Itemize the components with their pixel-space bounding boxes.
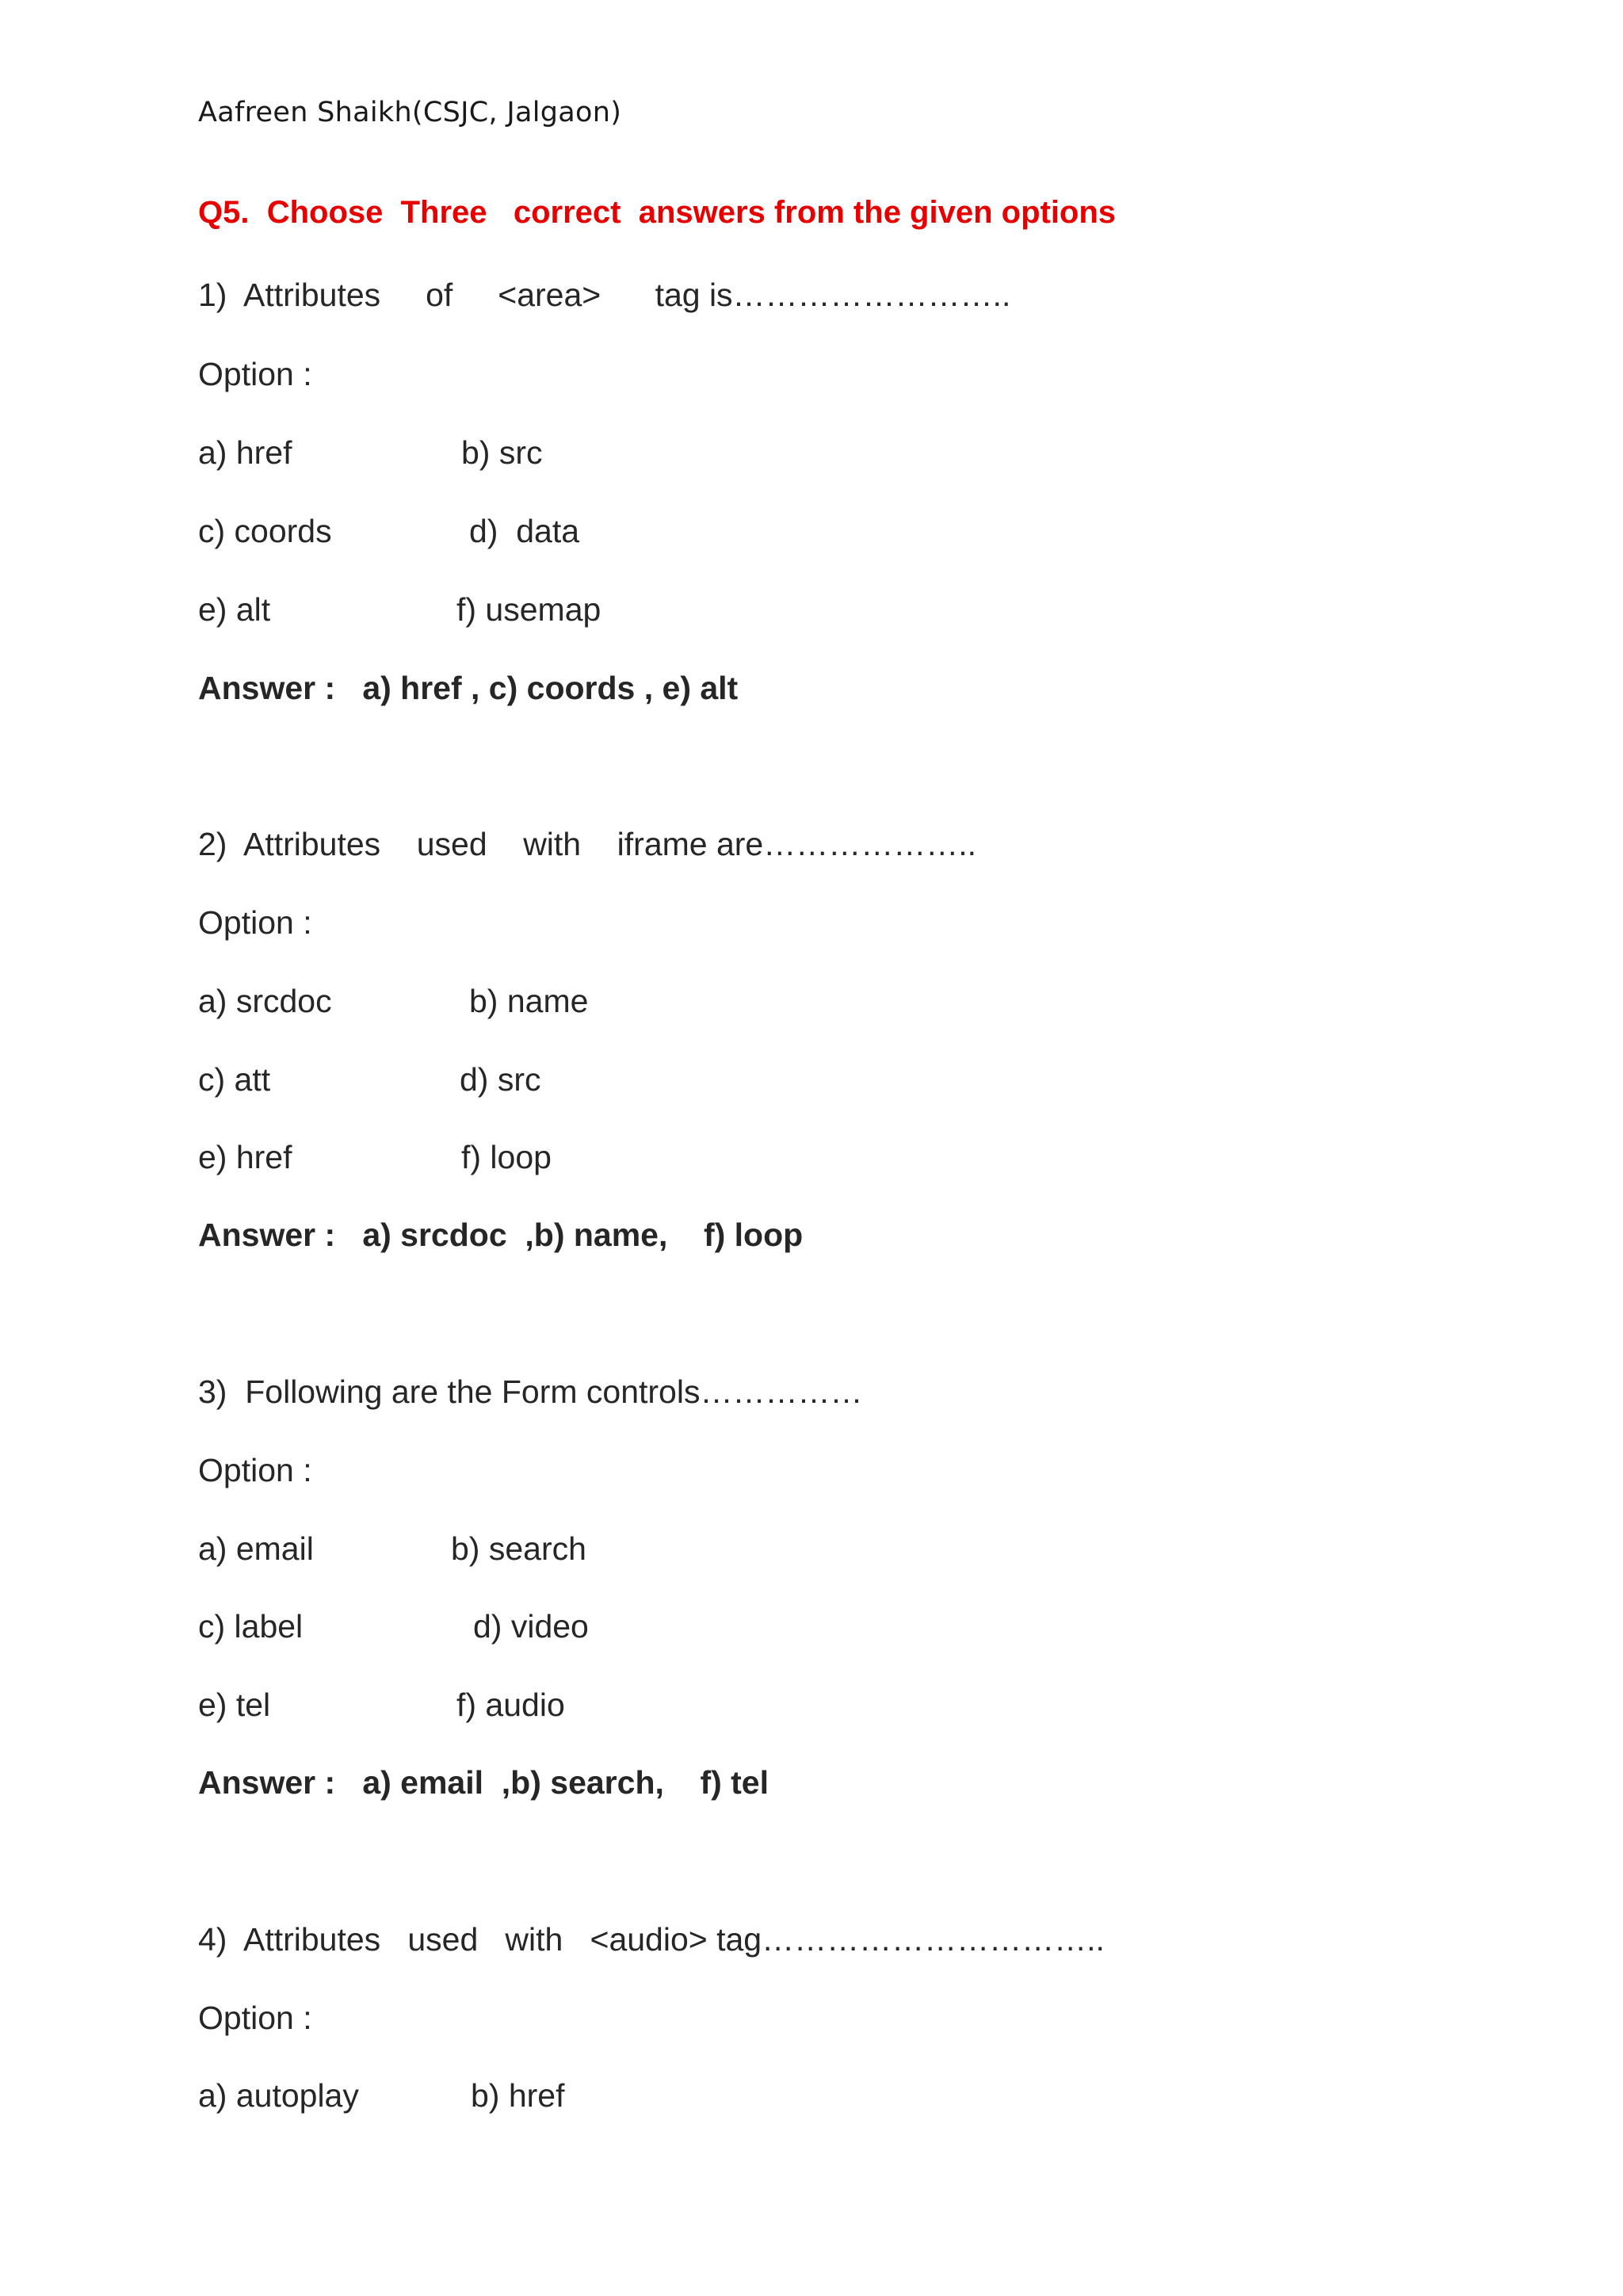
question-1-option-b: b) src xyxy=(461,434,543,471)
question-1-option-c: c) coords xyxy=(198,513,332,549)
question-3-option-a: a) email xyxy=(198,1530,314,1567)
question-1-answer: Answer : a) href , c) coords , e) alt xyxy=(198,670,739,706)
question-2-option-e: e) href xyxy=(198,1139,292,1175)
question-1-option-label: Option : xyxy=(198,356,312,392)
question-1-option-f: f) usemap xyxy=(456,591,601,628)
question-3-option-b: b) search xyxy=(451,1530,586,1567)
question-1-option-a: a) href xyxy=(198,434,292,471)
question-3-option-e: e) tel xyxy=(198,1687,271,1723)
question-4-option-b: b) href xyxy=(471,2077,565,2114)
question-2-option-f: f) loop xyxy=(461,1139,552,1175)
question-3-option-f: f) audio xyxy=(456,1687,565,1723)
question-1-option-e: e) alt xyxy=(198,591,271,628)
question-4-option-label: Option : xyxy=(198,2000,312,2036)
question-3-answer: Answer : a) email ,b) search, f) tel xyxy=(198,1764,769,1801)
question-2-option-d: d) src xyxy=(460,1061,541,1098)
author-header: Aafreen Shaikh(CSJC, Jalgaon) xyxy=(198,97,622,128)
question-2-option-c: c) att xyxy=(198,1061,271,1098)
question-1-option-d: d) data xyxy=(469,513,580,549)
question-2-answer: Answer : a) srcdoc ,b) name, f) loop xyxy=(198,1217,804,1253)
question-3-option-c: c) label xyxy=(198,1608,304,1645)
question-2-option-a: a) srcdoc xyxy=(198,983,332,1019)
section-heading: Q5. Choose Three correct answers from the given options xyxy=(198,195,1117,230)
question-3-option-label: Option : xyxy=(198,1452,312,1488)
question-2-option-b: b) name xyxy=(469,983,589,1019)
question-2-option-label: Option : xyxy=(198,904,312,941)
question-1-text: 1) Attributes of <area> tag is…………………….. xyxy=(198,277,1011,313)
question-3-text: 3) Following are the Form controls…………… xyxy=(198,1373,863,1410)
question-2-text: 2) Attributes used with iframe are……………….. xyxy=(198,826,977,862)
question-3-option-d: d) video xyxy=(473,1608,589,1645)
question-4-option-a: a) autoplay xyxy=(198,2077,359,2114)
question-4-text: 4) Attributes used with <audio> tag………………………….. xyxy=(198,1921,1105,1958)
